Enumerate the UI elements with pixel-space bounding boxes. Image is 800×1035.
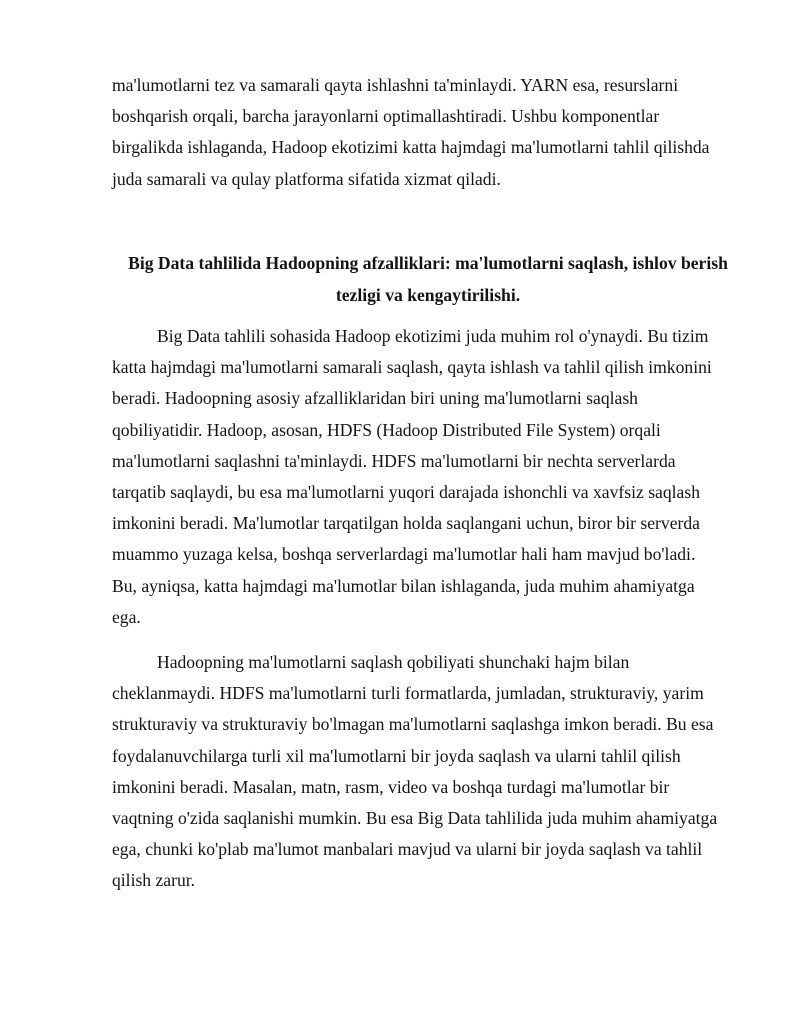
paragraph-line: vaqtning o'zida saqlanishi mumkin. Bu esa Big Data tahlilida juda muhim ahamiyatga [112,808,718,829]
heading-line: Big Data tahlilida Hadoopning afzalliklari: ma'lumotlarni saqlash, ishlov berish [128,253,728,273]
heading-line: tezligi va kengaytirilishi. [335,284,521,305]
continuation-paragraph [112,70,744,195]
paragraph-line: ma'lumotlarni tez va samarali qayta ishlashni ta'minlaydi. YARN esa, resurslarni [112,75,679,95]
section-heading [112,248,744,311]
paragraph-line: cheklanmaydi. HDFS ma'lumotlarni turli formatlarda, jumladan, strukturaviy, yarim [112,683,704,704]
paragraph-line: katta hajmdagi ma'lumotlarni samarali saqlash, qayta ishlash va tahlil qilish imkonini [112,357,712,378]
paragraph-line: muammo yuzaga kelsa, boshqa serverlardagi ma'lumotlar hali ham mavjud bo'ladi. [112,544,696,565]
paragraph-line: strukturaviy va strukturaviy bo'lmagan ma'lumotlarni saqlashga imkon beradi. Bu esa [112,714,714,735]
paragraph-line: imkonini beradi. Ma'lumotlar tarqatilgan holda saqlangani uchun, biror bir serverda [112,513,700,534]
body-paragraph-1 [112,321,744,633]
paragraph-line: birgalikda ishlaganda, Hadoop ekotizimi katta hajmdagi ma'lumotlarni tahlil qilishda [112,137,710,158]
paragraph-line: tarqatib saqlaydi, bu esa ma'lumotlarni yuqori darajada ishonchli va xavfsiz saqlash [112,482,700,503]
paragraph-line: Bu, ayniqsa, katta hajmdagi ma'lumotlar bilan ishlaganda, juda muhim ahamiyatga [112,575,695,596]
body-paragraph-2 [112,647,744,897]
paragraph-line: qobiliyatidir. Hadoop, asosan, HDFS (Hadoop Distributed File System) orqali [112,419,661,440]
paragraph-line: juda samarali va qulay platforma sifatida xizmat qiladi. [112,168,501,189]
paragraph-line: ma'lumotlarni saqlashni ta'minlaydi. HDFS ma'lumotlarni bir nechta serverlarda [112,450,676,471]
paragraph-line: boshqarish orqali, barcha jarayonlarni optimallashtiradi. Ushbu komponentlar [112,106,660,127]
paragraph-line: beradi. Hadoopning asosiy afzalliklaridan biri uning ma'lumotlarni saqlash [112,388,638,409]
paragraph-line: ega. [112,606,141,627]
paragraph-line: imkonini beradi. Masalan, matn, rasm, video va boshqa turdagi ma'lumotlar bir [112,776,670,797]
paragraph-line: Big Data tahlili sohasida Hadoop ekotizimi juda muhim rol o'ynaydi. Bu tizim [157,326,709,346]
paragraph-line: Hadoopning ma'lumotlarni saqlash qobiliyati shunchaki hajm bilan [157,652,630,672]
paragraph-line: ega, chunki ko'plab ma'lumot manbalari mavjud va ularni bir joyda saqlash va tahlil [112,839,703,860]
paragraph-line: qilish zarur. [112,870,196,891]
paragraph-line: foydalanuvchilarga turli xil ma'lumotlarni bir joyda saqlash va ularni tahlil qilish [112,745,681,766]
